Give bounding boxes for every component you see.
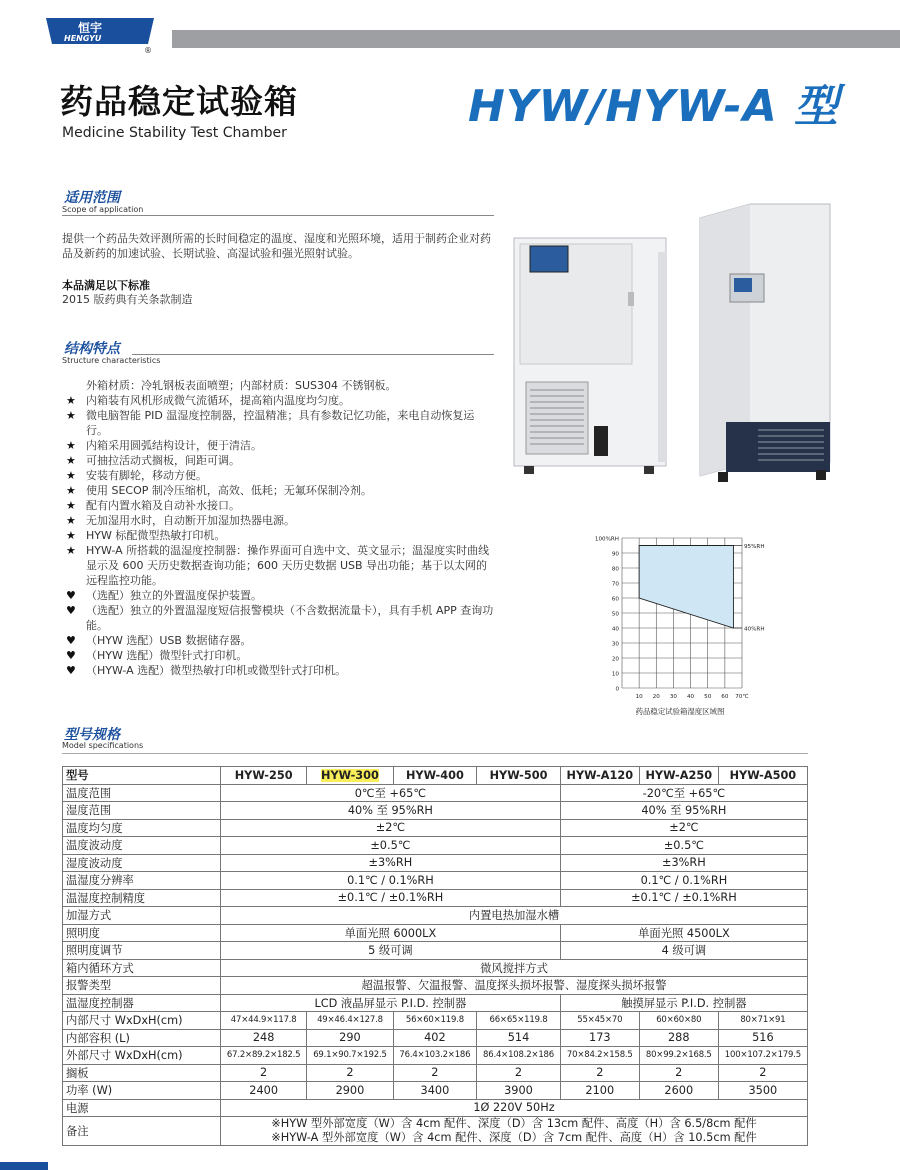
star-icon: ★ [66,499,76,512]
row-value-hywa: ±2℃ [560,819,807,837]
feature-item [66,513,496,528]
feature-text: HYW-A 所搭载的温湿度控制器：操作界面可自选中文、英文显示；温湿度实时曲线显示及 600 天历史数据查询功能；600 天历史数据 USB 导出功能；基于以太网的远程监控功能。 [86,544,490,587]
row-value-hywa: ±0.5℃ [560,837,807,855]
feature-text: 无加湿用水时，自动断开加湿加热器电源。 [86,514,295,527]
row-value: 80×71×91 [718,1012,807,1030]
chart-x-tick-label: 60 [721,694,729,700]
chart-x-tick-label: 50 [704,694,712,700]
heart-icon: ♥ [66,649,76,662]
chart-y-tick-label: 60 [611,596,619,603]
table-row [63,1012,808,1030]
star-icon: ★ [66,439,76,452]
feature-text: HYW 标配微型热敏打印机。 [86,529,226,542]
chart-right-label: 40%RH [744,626,765,633]
row-value-hyw: 0℃至 +65℃ [221,784,561,802]
scope-paragraph: 提供一个药品失效评测所需的长时间稳定的温度、湿度和光照环境，适用于制药企业对药品及新药的加速试验、长期试验、高湿试验和强光照射试验。 [62,232,491,260]
row-value: 2400 [221,1082,307,1100]
logo-subtext: HENGYU [64,34,102,43]
row-value: 2 [639,1064,718,1082]
row-value: 248 [221,1029,307,1047]
header-cell-label: 型号 [63,767,221,785]
chart-x-tick-label: 20 [652,694,660,700]
row-value: 2 [560,1064,639,1082]
feature-item [66,498,496,513]
bullet-blank [66,378,86,393]
feature-text: 安装有脚轮，移动方便。 [86,469,207,482]
company-logo [44,14,156,54]
star-icon: ★ [66,529,76,542]
standard-text: 2015 版药典有关条款制造 [62,293,193,306]
row-label: 照明度 [63,924,221,942]
row-value-hyw: ±2℃ [221,819,561,837]
star-icon: ★ [66,484,76,497]
page-subtitle: Medicine Stability Test Chamber [62,125,287,141]
row-label: 外部尺寸 WxDxH(cm) [63,1047,221,1065]
row-value: 80×99.2×168.5 [639,1047,718,1065]
row-value: 2 [718,1064,807,1082]
scope-divider [62,215,494,216]
star-icon: ★ [66,544,76,557]
specs-heading-en: Model specifications [62,741,144,750]
table-row [63,784,808,802]
table-row [63,819,808,837]
row-value-hyw: ±3%RH [221,854,561,872]
table-row [63,889,808,907]
feature-text: 微电脑智能 PID 温湿度控制器，控温精准；具有参数记忆功能，来电自动恢复运行。 [86,409,475,437]
feature-item [66,453,496,468]
table-row [63,924,808,942]
row-label: 温度范围 [63,784,221,802]
feature-item [66,588,496,603]
chart-x-tick-label: 30 [669,694,677,700]
table-row [63,1082,808,1100]
table-row [63,1064,808,1082]
row-value-hywa: -20℃至 +65℃ [560,784,807,802]
feature-item [66,633,496,648]
row-value: 2100 [560,1082,639,1100]
feature-text: 内箱采用圆弧结构设计，便于清洁。 [86,439,262,452]
scope-heading-en: Scope of application [62,205,144,214]
row-label: 搁板 [63,1064,221,1082]
header-cell-model: HYW-A250 [639,767,718,785]
header-cell-model [307,767,393,785]
feature-item [66,468,496,483]
row-label: 报警类型 [63,977,221,995]
row-value-hyw: 单面光照 6000LX [221,924,561,942]
row-value: 516 [718,1029,807,1047]
chart-y-tick-label: 40 [611,626,619,633]
row-value: 2 [307,1064,393,1082]
specs-divider [62,753,808,754]
row-value-hyw: 0.1℃ / 0.1%RH [221,872,561,890]
table-row [63,837,808,855]
row-value: 173 [560,1029,639,1047]
logo-text: 恒宇 [78,21,103,35]
row-value-hywa: 触摸屏显示 P.I.D. 控制器 [560,994,807,1012]
row-value: 1Ø 220V 50Hz [221,1099,808,1117]
chart-caption: 药品稳定试验箱湿度区域图 [635,707,725,716]
feature-item [66,393,496,408]
heart-icon: ♥ [66,634,76,647]
chart-y-tick-label: 70 [611,581,619,588]
row-value: 47×44.9×117.8 [221,1012,307,1030]
chart-y-tick-label: 100%RH [594,536,619,543]
feature-text: （选配）独立的外置温湿度短信报警模块（不含数据流量卡），具有手机 APP 查询功能。 [86,604,494,632]
highlighted-model: HYW-300 [321,768,379,782]
row-value: 60×60×80 [639,1012,718,1030]
product-image-small-chamber [508,232,676,494]
table-row [63,959,808,977]
row-value: 2 [221,1064,307,1082]
specs-heading: 型号规格 [64,727,120,743]
row-value: 402 [393,1029,477,1047]
feature-item [66,438,496,453]
chart-y-tick-label: 30 [611,641,619,648]
feature-text: （HYW 选配）微型针式打印机。 [86,649,248,662]
row-value: 67.2×89.2×182.5 [221,1047,307,1065]
chart-y-tick-label: 0 [615,686,619,693]
feature-text: 内箱装有风机形成微气流循环，提高箱内温度均匀度。 [86,394,350,407]
table-row [63,977,808,995]
chart-y-tick-label: 50 [611,611,619,618]
row-label: 温湿度控制器 [63,994,221,1012]
star-icon: ★ [66,454,76,467]
structure-divider [132,354,494,355]
svg-text:®: ® [144,46,152,54]
table-row [63,802,808,820]
row-value-hyw: 5 级可调 [221,942,561,960]
model-title: HYW/HYW-A 型 [468,81,840,132]
row-value-hyw: 40% 至 95%RH [221,802,561,820]
star-icon: ★ [66,514,76,527]
table-row-remarks [63,1117,808,1146]
table-row [63,872,808,890]
row-label: 功率 (W) [63,1082,221,1100]
specs-table [62,766,808,1146]
feature-text: 可抽拉活动式搁板，间距可调。 [86,454,240,467]
standard-title: 本品满足以下标准 [62,279,150,292]
row-label: 内部尺寸 WxDxH(cm) [63,1012,221,1030]
row-value-hywa: 单面光照 4500LX [560,924,807,942]
chart-y-tick-label: 20 [611,656,619,663]
product-image-tall-chamber [690,200,840,494]
row-value: 56×60×119.8 [393,1012,477,1030]
row-value-hyw: ±0.1℃ / ±0.1%RH [221,889,561,907]
feature-text: （选配）独立的外置温度保护装置。 [86,589,262,602]
row-value: 2 [393,1064,477,1082]
page-title: 药品稳定试验箱 [60,82,298,121]
feature-item [66,663,496,678]
feature-item [66,543,496,588]
table-row [63,1099,808,1117]
row-value-hywa: 4 级可调 [560,942,807,960]
chart-x-tick-label: 10 [635,694,643,700]
feature-text: 配有内置水箱及自动补水接口。 [86,499,240,512]
chart-x-tick-label: 70℃ [735,694,749,700]
feature-item [66,483,496,498]
row-value: 69.1×90.7×192.5 [307,1047,393,1065]
row-label: 温度波动度 [63,837,221,855]
footer-bar [0,1162,48,1170]
row-value-hywa: ±3%RH [560,854,807,872]
row-value-hywa: ±0.1℃ / ±0.1%RH [560,889,807,907]
row-value: 100×107.2×179.5 [718,1047,807,1065]
row-value-hyw: LCD 液晶屏显示 P.I.D. 控制器 [221,994,561,1012]
star-icon: ★ [66,409,76,422]
structure-heading-en: Structure characteristics [62,356,161,365]
remark-line-2: ※HYW-A 型外部宽度（W）含 4cm 配件、深度（D）含 7cm 配件、高度（H）含 10.5cm 配件 [271,1131,757,1144]
row-label: 温湿度控制精度 [63,889,221,907]
star-icon: ★ [66,394,76,407]
row-value: 66×65×119.8 [477,1012,561,1030]
chart-svg [590,530,780,720]
row-value: 3500 [718,1082,807,1100]
row-value: 70×84.2×158.5 [560,1047,639,1065]
row-value: 86.4×108.2×186 [477,1047,561,1065]
table-row [63,854,808,872]
feature-item [66,408,496,438]
row-label: 加湿方式 [63,907,221,925]
header-cell-model: HYW-500 [477,767,561,785]
row-value: 3900 [477,1082,561,1100]
header-cell-model: HYW-A500 [718,767,807,785]
heart-icon: ♥ [66,589,76,602]
star-icon: ★ [66,469,76,482]
row-label: 温度均匀度 [63,819,221,837]
row-label: 电源 [63,1099,221,1117]
row-value: 290 [307,1029,393,1047]
chart-x-tick-label: 40 [687,694,695,700]
header-cell-model: HYW-400 [393,767,477,785]
feature-item [66,378,496,393]
row-value: 2 [477,1064,561,1082]
structure-heading: 结构特点 [64,341,120,357]
table-row [63,994,808,1012]
row-value: 内置电热加湿水槽 [221,907,808,925]
chart-humidity-region [639,546,733,629]
humidity-region-chart [590,530,780,720]
heart-icon: ♥ [66,664,76,677]
chart-y-tick-label: 90 [611,551,619,558]
header-bar [172,30,900,48]
header-cell-model: HYW-A120 [560,767,639,785]
table-row [63,907,808,925]
remarks-value [221,1117,808,1146]
row-value: 超温报警、欠温报警、温度探头损坏报警、湿度探头损坏报警 [221,977,808,995]
feature-text: （HYW-A 选配）微型热敏打印机或微型针式打印机。 [86,664,347,677]
scope-heading: 适用范围 [64,190,120,206]
row-value: 2900 [307,1082,393,1100]
feature-text: 使用 SECOP 制冷压缩机，高效、低耗；无氟环保制冷剂。 [86,484,372,497]
feature-item [66,603,496,633]
row-label: 照明度调节 [63,942,221,960]
feature-text: 外箱材质：冷轧钢板表面喷塑；内部材质：SUS304 不锈钢板。 [86,379,397,392]
feature-item [66,648,496,663]
row-label: 箱内循环方式 [63,959,221,977]
row-label: 湿度范围 [63,802,221,820]
row-value: 514 [477,1029,561,1047]
row-value: 3400 [393,1082,477,1100]
row-value: 288 [639,1029,718,1047]
feature-list [66,378,496,678]
feature-text: （HYW 选配）USB 数据储存器。 [86,634,252,647]
table-header-row [63,767,808,785]
header-cell-model: HYW-250 [221,767,307,785]
row-label: 湿度波动度 [63,854,221,872]
chart-right-label: 95%RH [744,544,765,550]
row-value: 微风搅拌方式 [221,959,808,977]
row-label: 备注 [63,1117,221,1146]
table-row [63,1047,808,1065]
row-value: 76.4×103.2×186 [393,1047,477,1065]
row-value-hyw: ±0.5℃ [221,837,561,855]
row-value-hywa: 40% 至 95%RH [560,802,807,820]
row-label: 内部容积 (L) [63,1029,221,1047]
table-row [63,1029,808,1047]
remark-line-1: ※HYW 型外部宽度（W）含 4cm 配件、深度（D）含 13cm 配件、高度（H）含 6.5/8cm 配件 [271,1117,757,1130]
row-value: 49×46.4×127.8 [307,1012,393,1030]
row-value-hywa: 0.1℃ / 0.1%RH [560,872,807,890]
table-row [63,942,808,960]
row-label: 温湿度分辨率 [63,872,221,890]
chart-y-tick-label: 10 [611,671,619,678]
row-value: 2600 [639,1082,718,1100]
chart-y-tick-label: 80 [611,566,619,573]
heart-icon: ♥ [66,604,76,617]
row-value: 55×45×70 [560,1012,639,1030]
feature-item [66,528,496,543]
